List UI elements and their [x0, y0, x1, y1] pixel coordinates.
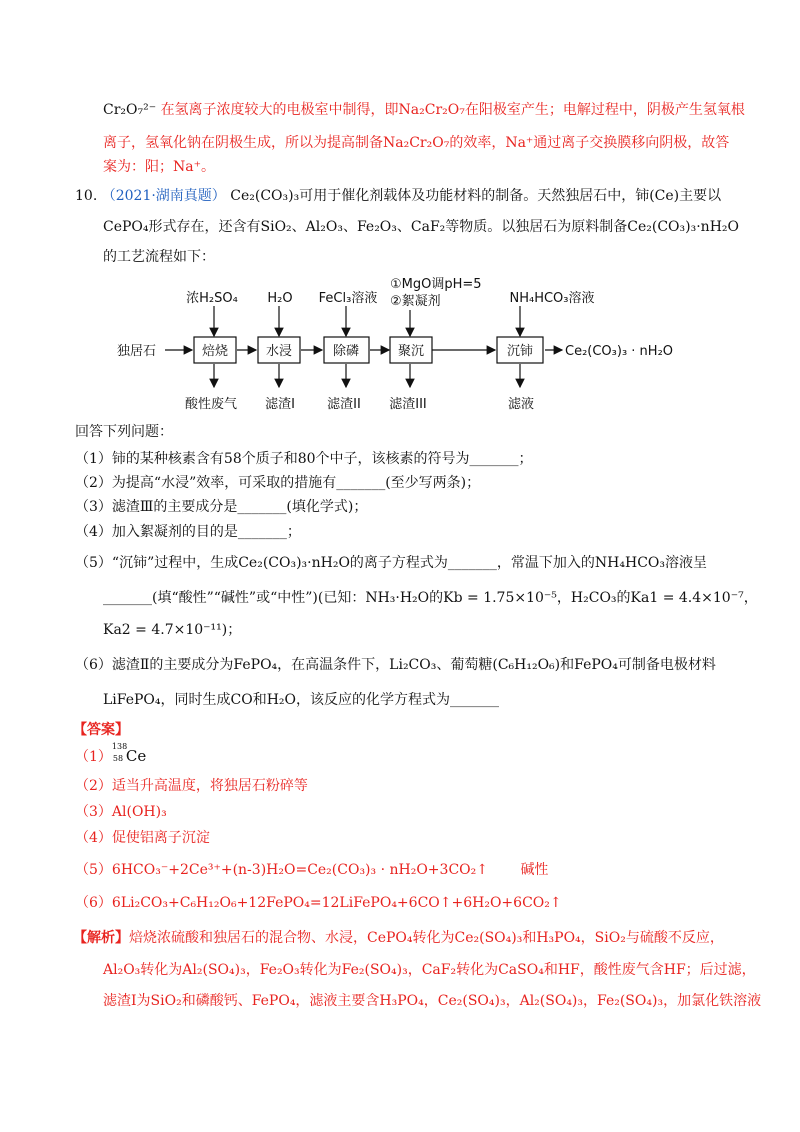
reagent-leach: H₂O [267, 291, 293, 306]
answer-4: （4）促使铝离子沉淀 [75, 830, 210, 846]
step-name-precipitate: 沉铈 [506, 344, 534, 359]
answer-5 [75, 860, 548, 880]
analysis-heading: 【解析】 [73, 930, 129, 946]
sub-q6-line2: LiFePO₄，同时生成CO和H₂O，该反应的化学方程式为_______ [103, 692, 500, 708]
reagent-coagulate-2: ②絮凝剂 [390, 294, 441, 309]
reagent-dephos: FeCl₃溶液 [318, 291, 378, 306]
answer-1-label: （1） [75, 749, 112, 765]
mass-number: 138 [111, 742, 128, 751]
step-name-leach: 水浸 [265, 344, 293, 359]
answer-heading: 【答案】 [73, 722, 129, 738]
atomic-number: 58 [112, 754, 124, 763]
nuclide-indices [111, 742, 128, 766]
reagent-coagulate-1: ①MgO调pH=5 [390, 277, 482, 292]
analysis-line2: Al₂O₃转化为Al₂(SO₄)₃，Fe₂O₃转化为Fe₂(SO₄)₃，CaF₂转化为CaSO₄和HF，酸性废气含HF；后过滤， [103, 962, 756, 978]
waste-precipitate: 滤液 [507, 397, 535, 412]
sub-q5-line2: _______(填“酸性”“碱性”或“中性”)(已知：NH₃·H₂O的Kb = 1.75×10⁻⁵，H₂CO₃的Ka1 = 4.4×10⁻⁷， [103, 590, 758, 606]
sub-q3: （3）滤渣Ⅲ的主要成分是_______(填化学式)； [75, 499, 368, 515]
analysis-line3: 滤渣Ⅰ为SiO₂和磷酸钙、FePO₄，滤液主要含H₃PO₄，Ce₂(SO₄)₃，Al₂(SO₄)₃，Fe₂(SO₄)₃，加氯化铁溶液 [103, 993, 762, 1009]
dichromate-formula: Cr₂O₇²⁻ [103, 102, 157, 118]
sub-q6-line1: （6）滤渣Ⅱ的主要成分为FePO₄，在高温条件下，Li₂CO₃、葡萄糖(C₆H₁₂O₆)和FePO₄可制备电极材料 [75, 657, 716, 673]
prev-answer-line2: 离子，氢氧化钠在阴极生成，所以为提高制备Na₂Cr₂O₇的效率，Na⁺通过离子交换膜移向阴极，故答 [103, 135, 730, 151]
waste-leach: 滤渣I [265, 397, 295, 412]
flow-product: Ce₂(CO₃)₃ · nH₂O [565, 344, 674, 359]
answer-5-acidity: 碱性 [520, 862, 549, 878]
flow-start: 独居石 [117, 344, 157, 359]
answer-5-equation: （5）6HCO₃⁻+2Ce³⁺+(n-3)H₂O=Ce₂(CO₃)₃ · nH₂O+3CO₂↑ [75, 862, 488, 878]
step-name-coagulate: 聚沉 [397, 344, 425, 359]
sub-q5-line3: Ka2 = 4.7×10⁻¹¹)； [103, 622, 242, 638]
answer-6: （6）6Li₂CO₃+C₆H₁₂O₆+12FePO₄=12LiFePO₄+6CO↑+6H₂O+6CO₂↑ [75, 895, 562, 911]
reagent-precipitate: NH₄HCO₃溶液 [509, 291, 595, 306]
prev-answer-line3: 案为：阳；Na⁺。 [103, 159, 215, 175]
prev-answer-text: 在氢离子浓度较大的电极室中制得，即Na₂Cr₂O₇在阳极室产生；电解过程中，阴极产生氢氧根 [160, 102, 745, 118]
answer-3: （3）Al(OH)₃ [75, 804, 167, 820]
waste-roast: 酸性废气 [184, 397, 238, 412]
sub-intro: 回答下列问题： [75, 424, 173, 440]
reagent-roast: 浓H₂SO₄ [186, 291, 238, 306]
waste-dephos: 滤渣II [327, 397, 361, 412]
nuclide-symbol: Ce [125, 747, 147, 765]
question-text: Ce₂(CO₃)₃可用于催化剂载体及功能材料的制备。天然独居石中，铈(Ce)主要以 [230, 188, 722, 204]
waste-coagulate: 滤渣III [389, 397, 427, 412]
prev-answer-line1 [103, 100, 745, 120]
analysis-line1 [73, 928, 724, 948]
question-line1 [75, 186, 721, 206]
question-line3: 的工艺流程如下： [103, 249, 215, 265]
question-source: （2021·湖南真题） [101, 188, 226, 204]
sub-q4: （4）加入絮凝剂的目的是_______； [75, 524, 301, 540]
answer-2: （2）适当升高温度，将独居石粉碎等 [75, 778, 308, 794]
sub-q1: （1）铈的某种核素含有58个质子和80个中子，该核素的符号为_______； [75, 451, 533, 467]
analysis-text-1: 焙烧浓硫酸和独居石的混合物、水浸，CePO₄转化为Ce₂(SO₄)₃和H₃PO₄，SiO₂与硫酸不反应， [129, 930, 724, 946]
question-line2: CePO₄形式存在，还含有SiO₂、Al₂O₃、Fe₂O₃、CaF₂等物质。以独居石为原料制备Ce₂(CO₃)₃·nH₂O [103, 219, 739, 235]
sub-q2: （2）为提高“水浸”效率，可采取的措施有_______(至少写两条)； [75, 475, 481, 491]
step-name-roast: 焙烧 [201, 344, 229, 359]
sub-q5-line1: （5）“沉铈”过程中，生成Ce₂(CO₃)₃·nH₂O的离子方程式为_______，常温下加入的NH₄HCO₃溶液呈 [75, 555, 708, 571]
question-number: 10. [75, 188, 98, 204]
answer-1 [75, 742, 147, 767]
process-flowchart [0, 270, 800, 420]
step-name-dephos: 除磷 [332, 344, 360, 359]
